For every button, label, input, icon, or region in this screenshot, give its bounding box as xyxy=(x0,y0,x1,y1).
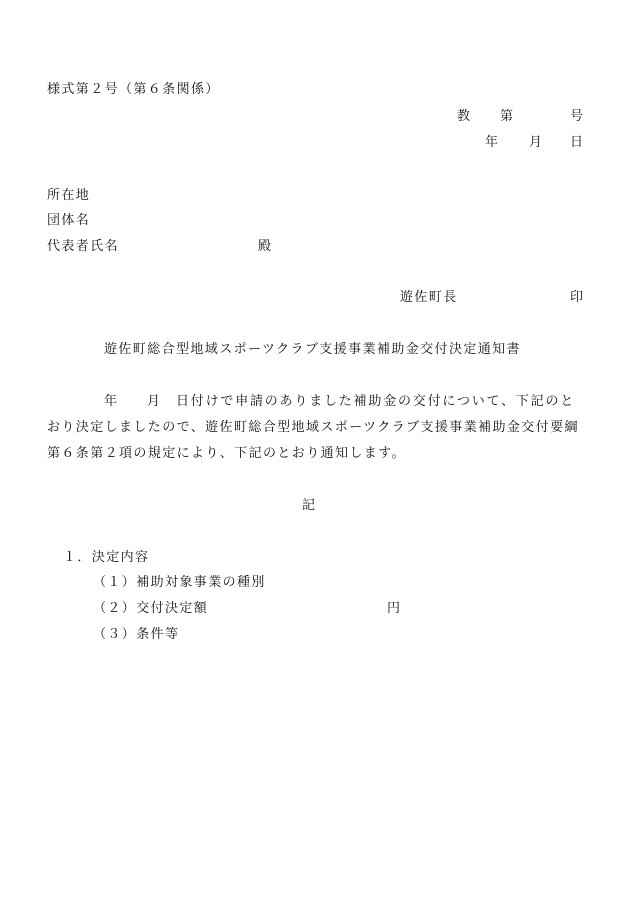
group-label: 団体名 xyxy=(47,213,91,228)
body-line-3: 第６条第２項の規定により、下記のとおり通知します。 xyxy=(47,446,406,461)
representative-label: 代表者氏名 xyxy=(47,239,120,254)
date-day: 日 xyxy=(570,135,585,150)
list-item: （２）交付決定額 xyxy=(93,601,209,616)
location-label: 所在地 xyxy=(47,188,91,203)
doc-number-prefix: 教 xyxy=(457,109,472,124)
body-line-2: おり決定しましたので、遊佐町総合型地域スポーツクラブ支援事業補助金交付要綱 xyxy=(47,420,579,435)
doc-number-middle: 第 xyxy=(500,109,515,124)
date-year: 年 xyxy=(485,135,500,150)
list-item: （３）条件等 xyxy=(93,627,180,642)
seal-mark: 印 xyxy=(570,290,585,305)
document-title: 遊佐町総合型地域スポーツクラブ支援事業補助金交付決定通知書 xyxy=(104,342,521,357)
ki-heading: 記 xyxy=(302,498,317,513)
form-label: 様式第２号（第６条関係） xyxy=(47,82,220,97)
sender-name: 遊佐町長 xyxy=(400,290,458,305)
list-item: （１）補助対象事業の種別 xyxy=(93,575,266,590)
amount-unit: 円 xyxy=(387,601,402,616)
doc-number-suffix: 号 xyxy=(570,109,585,124)
date-month: 月 xyxy=(529,135,544,150)
body-month: 月 xyxy=(147,394,162,409)
honorific: 殿 xyxy=(258,239,273,254)
section-heading: １．決定内容 xyxy=(63,550,150,565)
body-line-1: 日付けで申請のありました補助金の交付について、下記のと xyxy=(176,394,576,409)
body-year: 年 xyxy=(104,394,119,409)
